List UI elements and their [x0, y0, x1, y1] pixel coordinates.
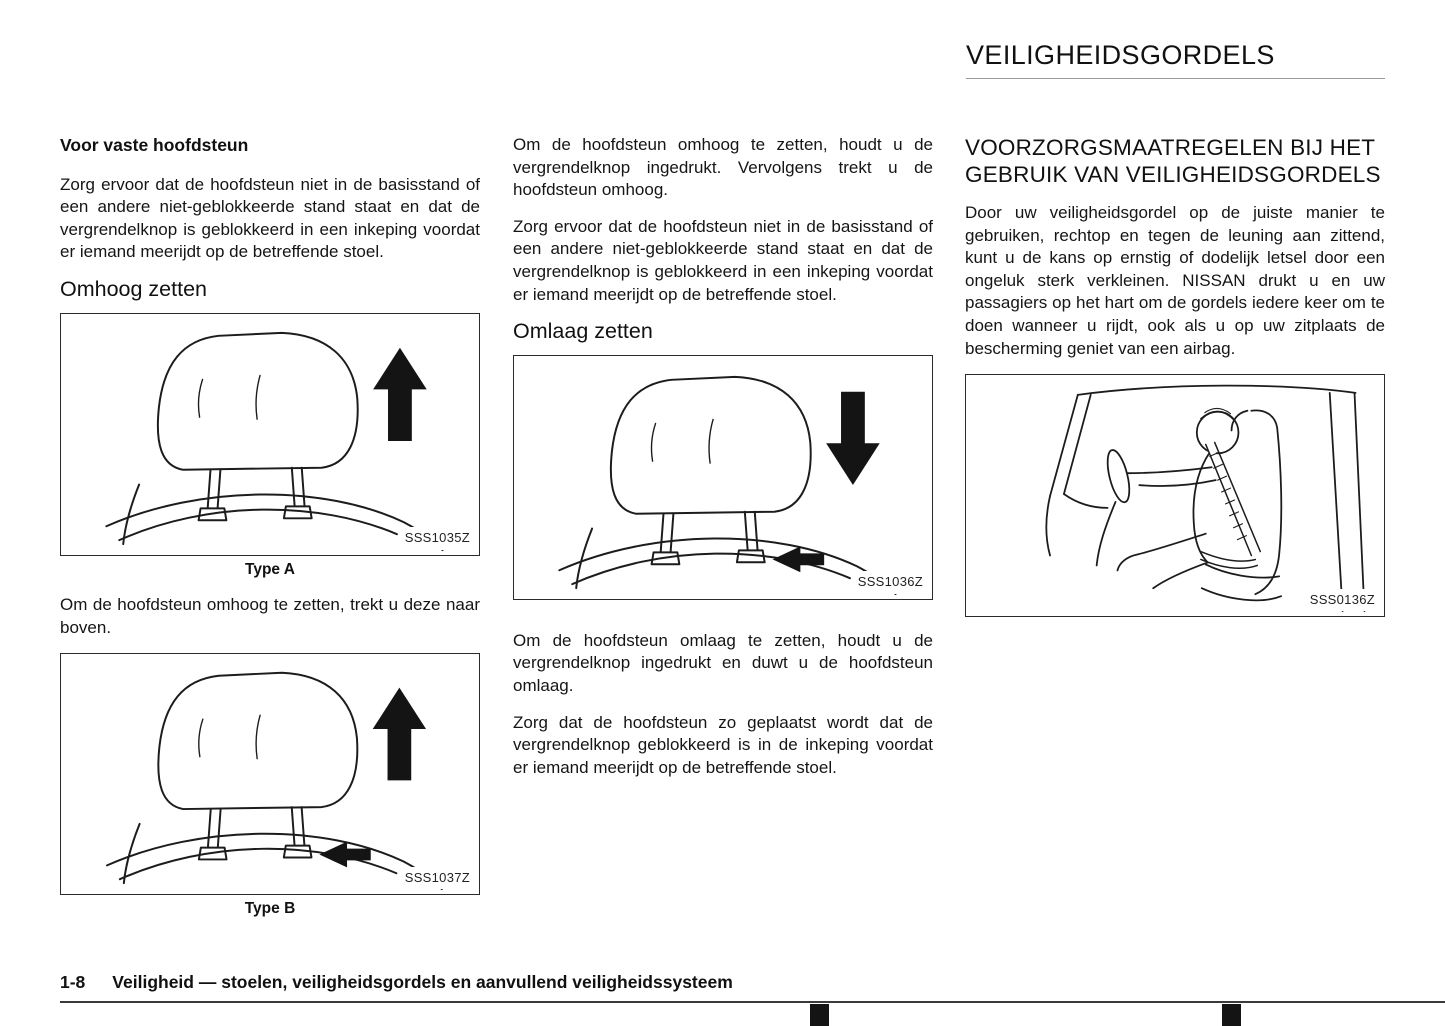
header-rule — [966, 78, 1385, 79]
figure-headrest-raise-type-b — [60, 653, 480, 895]
figure-code: SSS1035Z — [401, 527, 470, 550]
up-arrow-icon — [373, 347, 427, 440]
footer-chapter-title: Veiligheid — stoelen, veiligheidsgordels en aanvullend veiligheidssysteem — [112, 972, 733, 992]
driver-seatbelt-illustration — [966, 375, 1384, 616]
figure-seatbelt-driver — [965, 374, 1385, 617]
para-raise: Om de hoofdsteun omhoog te zetten, trekt u deze naar boven. — [60, 595, 480, 637]
heading-raise: Omhoog zetten — [60, 276, 208, 301]
para-fixed-headrest: Zorg ervoor dat de hoofdsteun niet in de basisstand of een andere niet-geblokkeerde stand staat en dat de vergrendelknop is geblokkeerd in een inkeping voordat er iemand meerijdt op de betreffende stoel. — [60, 174, 480, 262]
print-registration-mark — [810, 1004, 829, 1026]
figure-code: SSS1036Z — [854, 571, 923, 594]
middle-column — [513, 134, 933, 793]
heading-seatbelt-precautions: VOORZORGSMAATREGELEN BIJ HET GEBRUIK VAN VEILIGHEIDSGORDELS — [965, 135, 1381, 187]
left-column — [60, 134, 480, 934]
headrest-down-illustration — [514, 356, 932, 599]
figure-headrest-lower — [513, 355, 933, 600]
para-check: Zorg ervoor dat de hoofdsteun niet in de basisstand of een andere niet-geblokkeerde stand staat en dat de vergrendelknop is geblokkeerd in een inkeping voordat er iemand meerijdt op de betreffende stoel. — [513, 216, 933, 304]
figure-caption-type-a: Type A — [245, 560, 295, 578]
para-raise-lock: Om de hoofdsteun omhoog te zetten, houdt u de vergrendelknop ingedrukt. Vervolgens trekt u de hoofdsteun omhoog. — [513, 135, 933, 200]
heading-fixed-headrest: Voor vaste hoofdsteun — [60, 135, 249, 155]
up-arrow-icon — [373, 688, 426, 781]
down-arrow-icon — [826, 391, 880, 484]
para-lower: Om de hoofdsteun omlaag te zetten, houdt u de vergrendelknop ingedrukt en duwt u de hoofdsteun omlaag. — [513, 630, 933, 695]
figure-headrest-raise-type-a — [60, 313, 480, 556]
para-lock: Zorg dat de hoofdsteun zo geplaatst wordt dat de vergrendelknop geblokkeerd is in de inkeping voordat er iemand meerijdt op de betreffende stoel. — [513, 712, 933, 777]
page-title: VEILIGHEIDSGORDELS — [966, 40, 1275, 70]
right-column — [965, 134, 1385, 620]
figure-caption-type-b: Type B — [244, 900, 296, 918]
headrest-up-illustration — [61, 314, 479, 555]
footer-rule — [60, 1001, 1445, 1003]
para-seatbelt-precautions: Door uw veiligheidsgordel op de juiste manier te gebruiken, rechtop en tegen de leuning aan zittend, kunt u de kans op ernstig of dodelijk letsel door een ongeluk sterk verkleinen. NISSAN drukt u en uw passagiers op het hart om de gordels iedere keer om te doen wanneer u rijdt, ook als u op uw zitplaats de bescherming geniet van een airbag. — [965, 203, 1385, 358]
figure-code: SSS0136Z — [1306, 589, 1375, 612]
figure-code: SSS1037Z — [401, 867, 470, 890]
heading-lower: Omlaag zetten — [513, 319, 653, 344]
footer-page-number: 1-8 — [60, 972, 86, 992]
footer — [60, 972, 733, 993]
headrest-up-lock-illustration — [61, 654, 479, 894]
print-registration-mark — [1222, 1004, 1241, 1026]
